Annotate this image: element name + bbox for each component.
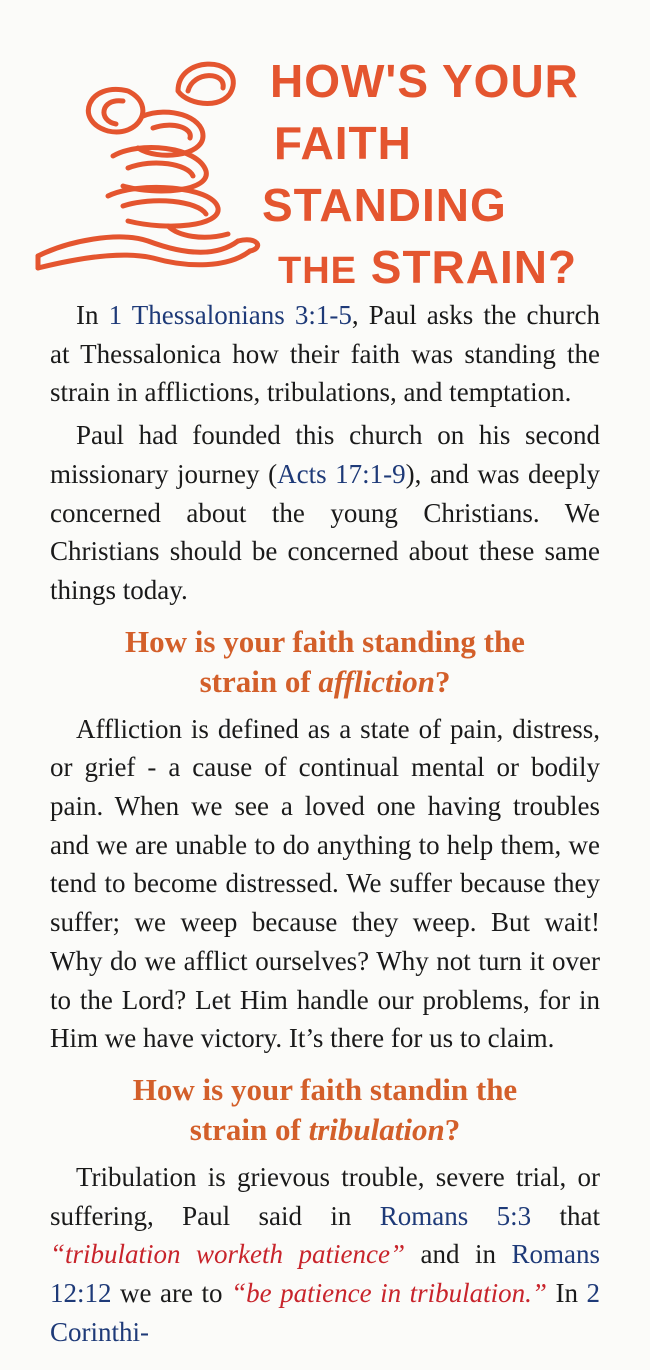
text-span: strain of [199, 663, 319, 699]
text-span: ), and was deeply concerned about the young Christians. We Christians should be concerned about these same things today. [50, 458, 601, 605]
scripture-quote: “be patience in tribulation.” [231, 1278, 547, 1309]
heading-affliction [50, 622, 600, 702]
scripture-reference: 1 Thessalonians 3:1-5 [108, 300, 352, 330]
text-span: ? [434, 663, 451, 699]
text-span: In [76, 300, 109, 330]
title-word-strain: STRAIN? [370, 241, 578, 293]
text-span: and in [404, 1239, 512, 1270]
knotted-figure-icon [28, 36, 268, 276]
page-title [262, 50, 579, 302]
scripture-reference: 2 Corinthi- [50, 1278, 600, 1347]
heading-line [50, 1110, 600, 1150]
heading-emphasis: affliction [318, 663, 435, 699]
title-line-2: FAITH [274, 117, 412, 169]
heading-line [50, 662, 600, 702]
heading-tribulation [50, 1070, 600, 1150]
heading-emphasis: tribulation [308, 1111, 445, 1147]
text-span: strain of [189, 1111, 309, 1147]
text-span: In [546, 1278, 587, 1309]
title-line-4 [278, 236, 579, 302]
scripture-reference: Acts 17:1-9 [277, 458, 406, 489]
scripture-reference: Romans 12:12 [50, 1239, 600, 1309]
text-span: that [531, 1200, 600, 1231]
text-span: Paul had founded this church on his second missionary journey ( [50, 420, 600, 489]
article-body [50, 296, 600, 1351]
affliction-paragraph: Affliction is defined as a state of pain, distress, or grief - a cause of continual mental or bodily pain. When we see a loved one having troubles and we are unable to do anything to help them, we tend to become distressed. We suffer because they suffer; we weep because they weep. But wait! Why do we afflict ourselves? Why not turn it over to the Lord? Let Him handle our problems, for in Him we have victory. It’s there for us to claim. [50, 713, 600, 1054]
intro-paragraph-1 [50, 296, 600, 412]
text-span: , Paul asks the church at Thessalonica how their faith was standing the strain in afflictions, tribulations, and temptation. [50, 300, 600, 408]
heading-line: How is your faith standing the [125, 623, 525, 659]
header [0, 0, 650, 300]
title-line-1: HOW'S YOUR [270, 55, 579, 107]
scripture-reference: Romans 5:3 [379, 1200, 532, 1231]
intro-paragraph-2 [50, 416, 600, 610]
text-span: we are to [111, 1278, 232, 1309]
scripture-quote: “tribulation worketh patience” [50, 1239, 405, 1270]
heading-line: How is your faith standin the [132, 1071, 518, 1107]
title-word-the: THE [278, 250, 357, 292]
title-line-3: STANDING [262, 179, 507, 231]
text-span: ? [444, 1111, 461, 1147]
text-span: Tribulation is grievous trouble, severe trial, or suffering, Paul said in [50, 1161, 600, 1231]
tribulation-paragraph [50, 1158, 600, 1352]
